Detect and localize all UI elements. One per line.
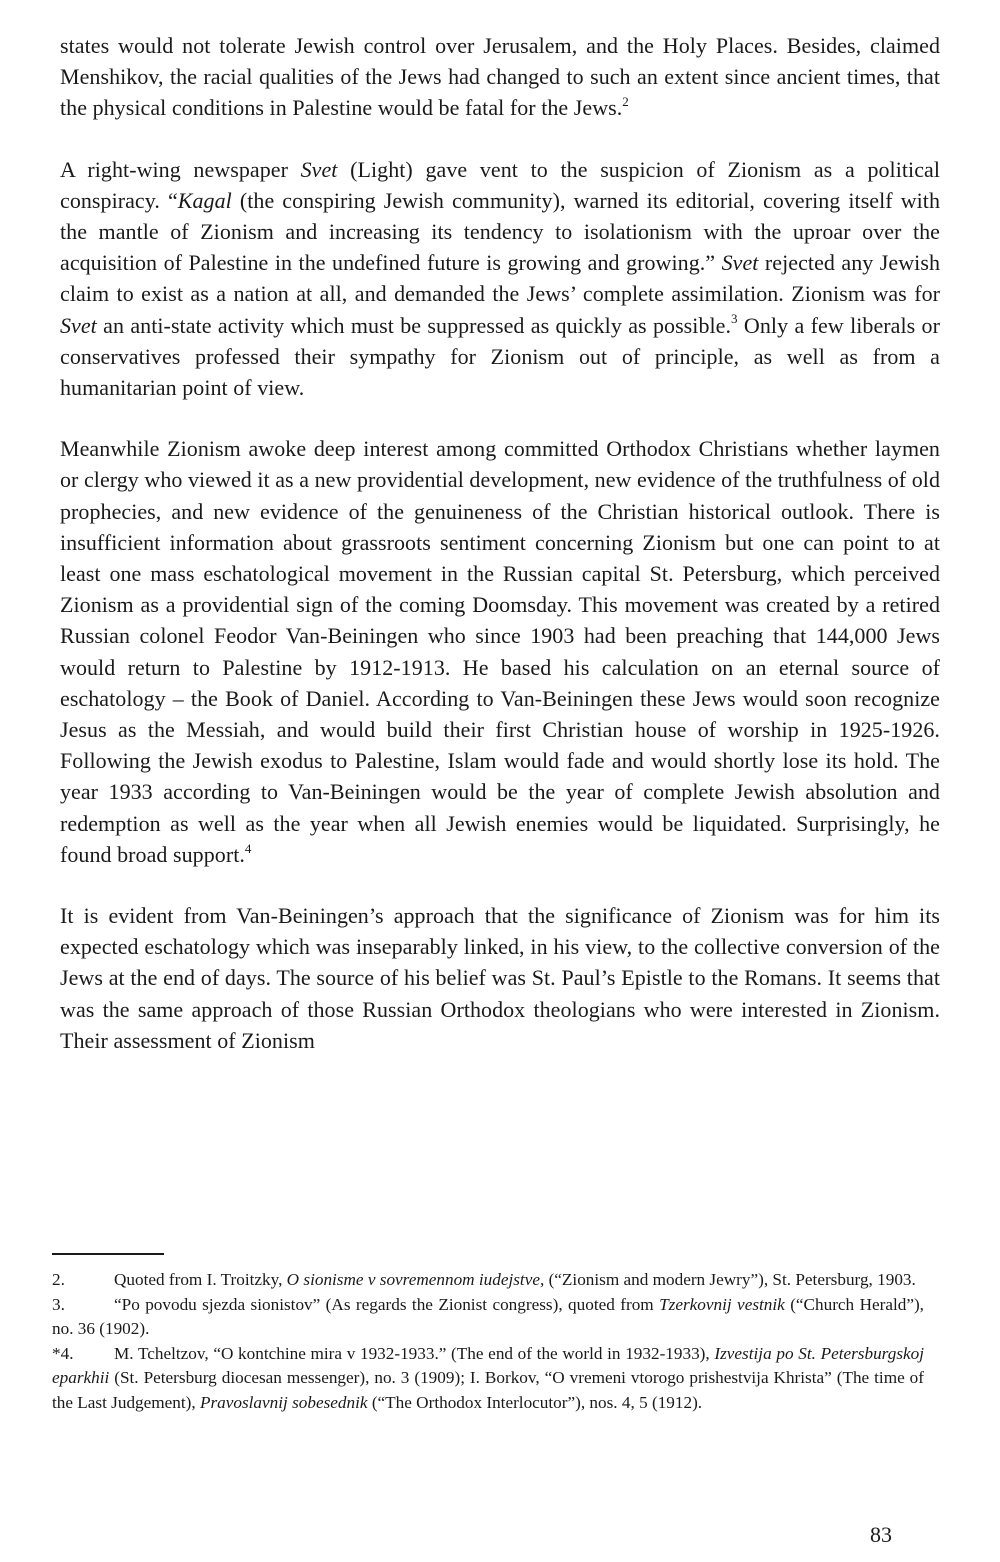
italic-svet: Svet bbox=[721, 250, 759, 276]
footnote-title: Tzerkovnij vestnik bbox=[659, 1294, 785, 1314]
page-number: 83 bbox=[870, 1522, 892, 1547]
footnote-number: 2. bbox=[52, 1270, 65, 1289]
footnote-ref-2: 2 bbox=[622, 94, 629, 110]
footnote-4 bbox=[52, 1342, 924, 1416]
footnote-3 bbox=[52, 1293, 924, 1342]
footnote-text: “Po povodu sjezda sionistov” (As regards the Zionist congress), quoted from bbox=[114, 1294, 660, 1314]
footnote-ref-4: 4 bbox=[244, 840, 252, 856]
paragraph-text: Only a few liberals or conservatives professed their sympathy for Zionism out of principle, as well as from a humanitarian point of view. bbox=[60, 312, 940, 401]
footnote-title: Izvestija po St. Petersburgskoj eparkhii bbox=[52, 1343, 924, 1387]
footnote-title: Pravoslavnij sobesednik bbox=[199, 1392, 368, 1412]
paragraph-1 bbox=[60, 30, 940, 124]
footnote-text: Quoted from I. Troitzky, bbox=[114, 1270, 287, 1289]
footnote-title: O sionisme v sovremennom iudejstve, bbox=[286, 1270, 545, 1289]
paragraph-text: A right-wing newspaper bbox=[60, 156, 301, 182]
footnote-text: (“Zionism and modern Jewry”), St. Petersburg, 1903. bbox=[544, 1270, 916, 1289]
paragraph-text: It is evident from Van-Beiningen’s approach that the significance of Zionism was for him its expected eschatology which was inseparably linked, in his view, to the collective conversion of the Jews at the end of days. The source of his belief was St. Paul’s Epistle to the Romans. It seems that was the same approach of those Russian Orthodox theologians who were interested in Zionism. Their assessment of Zionism bbox=[60, 903, 940, 1053]
footnote-number: 3. bbox=[52, 1294, 65, 1314]
paragraph-text: (Light) gave vent to the suspicion of Zionism as a political conspiracy. “ bbox=[60, 156, 940, 213]
footnote-text: (“Church Herald”), no. 36 (1902). bbox=[52, 1294, 924, 1338]
italic-svet: Svet bbox=[60, 312, 97, 338]
footnote-ref-3: 3 bbox=[731, 311, 738, 327]
paragraph-text: Meanwhile Zionism awoke deep interest among committed Orthodox Christians whether laymen or clergy who viewed it as a new providential development, new evidence of the truthfulness of old prophecies, and new evidence of the genuineness of the Christian historical outlook. There is insufficient information about grassroots sentiment concerning Zionism but one can point to at least one mass eschatological movement in the Russian capital St. Petersburg, which perceived Zionism as a providential sign of the coming Doomsday. This movement was created by a retired Russian colonel Feodor Van-Beiningen who since 1903 had been preaching that 144,000 Jews would return to Palestine by 1912-1913. He based his calculation on an eternal source of eschatology – the Book of Daniel. According to Van-Beiningen these Jews would soon recognize Jesus as the Messiah, and would build their first Christian house of worship in 1925-1926. Following the Jewish exodus to Palestine, Islam would fade and would shortly lose its hold. The year 1933 according to Van-Beiningen would be the year of complete Jewish absolution and redemption as well as the year when all Jewish enemies would be liquidated. Surprisingly, he found broad support. bbox=[60, 436, 940, 867]
paragraph-2 bbox=[60, 154, 940, 404]
footnote-number: *4. bbox=[52, 1343, 74, 1363]
paragraph-text: states would not tolerate Jewish control over Jerusalem, and the Holy Places. Besides, claimed Menshikov, the racial qualities of the Jews had changed to such an extent since ancient times, that the physical conditions in Palestine would be fatal for the Jews. bbox=[60, 33, 940, 121]
paragraph-text: an anti-state activity which must be suppressed as quickly as possible. bbox=[96, 312, 732, 338]
paragraph-text: rejected any Jewish claim to exist as a nation at all, and demanded the Jews’ complete assimilation. Zionism was for bbox=[60, 250, 940, 307]
paragraph-4 bbox=[60, 900, 940, 1056]
paragraph-3 bbox=[60, 433, 940, 870]
italic-svet: Svet bbox=[300, 156, 338, 182]
italic-kagal: Kagal bbox=[177, 187, 232, 213]
footnote-2 bbox=[52, 1268, 924, 1293]
footnote-text: M. Tcheltzov, “O kontchine mira v 1932-1933.” (The end of the world in 1932-1933), bbox=[114, 1343, 715, 1363]
page-body bbox=[60, 30, 940, 1056]
paragraph-text: (the conspiring Jewish community), warned its editorial, covering itself with the mantle of Zionism and increasing its tendency to isolationism with the uproar over the acquisition of Palestine in the undefined future is growing and growing.” bbox=[60, 187, 941, 276]
footnote-divider bbox=[52, 1253, 164, 1255]
footnote-text: (St. Petersburg diocesan messenger), no. 3 (1909); I. Borkov, “O vremeni vtorogo prishestvija Khrista” (The time of the Last Judgement), bbox=[52, 1368, 924, 1412]
footnotes bbox=[52, 1268, 924, 1415]
footnote-text: (“The Orthodox Interlocutor”), nos. 4, 5 (1912). bbox=[367, 1392, 703, 1412]
